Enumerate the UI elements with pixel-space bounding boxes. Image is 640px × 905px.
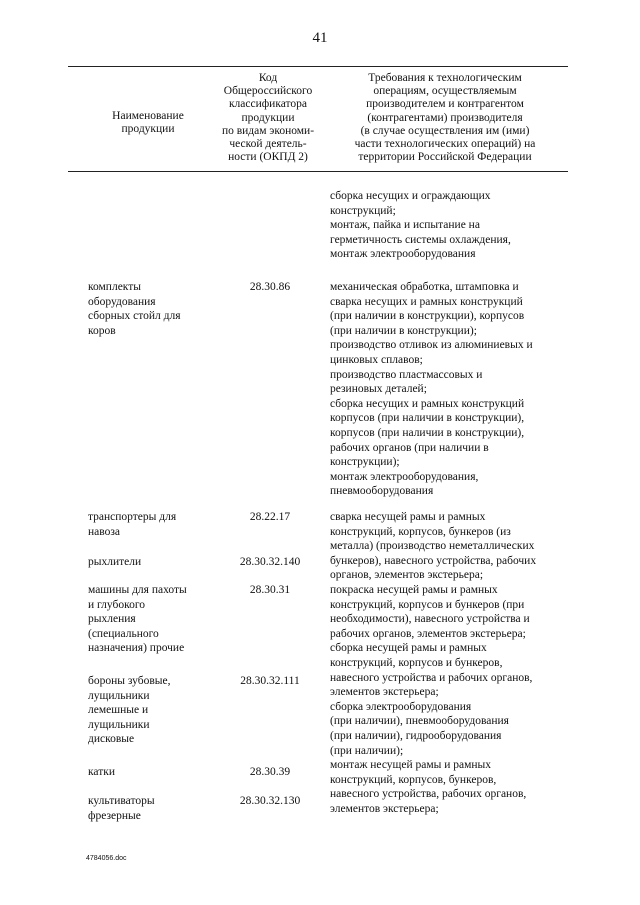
product-name-manure-conveyors (88, 510, 176, 539)
header-line: производителем и контрагентом (366, 98, 524, 111)
text-line: корпусов (при наличии в конструкции), (330, 412, 525, 425)
page-number: 41 (312, 30, 328, 46)
text-line: рабочих органов (при наличии в (330, 441, 489, 454)
header-requirements (330, 72, 560, 164)
text-line: лемешные и (88, 704, 149, 717)
text-line: металла) (производство неметаллических (330, 540, 535, 553)
header-line: операциям, осуществляемым (373, 85, 517, 98)
product-code: 28.30.31 (249, 584, 291, 596)
text-line: органов, элементов экстерьера; (330, 569, 484, 582)
text-line: оборудования (88, 295, 156, 308)
text-line: и глубокого (88, 598, 146, 611)
requirements-block-machinery (330, 510, 536, 816)
text-line: транспортеры для (88, 511, 177, 523)
text-line: необходимости), навесного устройства и (330, 613, 530, 626)
text-line: конструкций, корпусов, бункеров, (330, 773, 497, 786)
text-line: назначения) прочие (88, 642, 185, 655)
header-okpd-code (212, 72, 324, 164)
text-line: конструкций, корпусов и бункеров, (330, 656, 503, 669)
table-header-bottom-rule (68, 171, 568, 172)
requirements-block-stall-kits (330, 280, 533, 499)
header-line: продукции (121, 123, 175, 136)
text-line: катки (88, 766, 115, 778)
header-line: ности (ОКПД 2) (228, 151, 308, 164)
text-line: элементов экстерьера; (330, 802, 439, 815)
text-line: лущильники (88, 718, 150, 731)
product-name-plowing-machines (88, 583, 187, 656)
header-line: части технологических операций) на (354, 138, 536, 151)
text-line: дисковые (88, 733, 135, 746)
product-code: 28.30.32.140 (239, 556, 301, 568)
text-line: конструкций; (330, 204, 396, 217)
product-name-stall-kits (88, 280, 180, 338)
product-code: 28.30.39 (249, 766, 291, 778)
text-line: культиваторы (88, 795, 155, 807)
header-line: продукции (241, 111, 295, 124)
text-line: корпусов (при наличии в конструкции), (330, 426, 525, 439)
text-line: (при наличии), пневмооборудования (330, 715, 509, 728)
text-line: герметичность системы охлаждения, (330, 233, 511, 246)
text-line: коров (88, 324, 116, 337)
header-line: классификатора (228, 98, 308, 111)
text-line: цинковых сплавов; (330, 353, 423, 366)
product-code: 28.30.86 (249, 281, 291, 293)
text-line: навоза (88, 525, 121, 538)
product-name-rollers (88, 765, 115, 780)
text-line: производство пластмассовых и (330, 368, 483, 381)
text-line: монтаж электрооборудования, (330, 470, 479, 483)
text-line: монтаж, пайка и испытание на (330, 219, 480, 232)
text-line: сборка несущей рамы и рамных (330, 642, 487, 655)
header-line: по видам экономи- (221, 124, 315, 137)
text-line: навесного устройства и рабочих органов, (330, 671, 533, 684)
product-name-harrows (88, 674, 171, 747)
header-line: (контрагентами) производителя (367, 111, 523, 124)
header-line: Общероссийского (223, 85, 313, 98)
header-line: (в случае осуществления им (ими) (360, 124, 530, 137)
text-line: машины для пахоты (88, 584, 187, 596)
text-line: резиновых деталей; (330, 383, 427, 396)
header-line: Требования к технологическим (368, 72, 522, 84)
text-line: покраска несущей рамы и рамных (330, 583, 498, 596)
text-line: монтаж несущей рамы и рамных (330, 759, 492, 772)
text-line: лущильники (88, 689, 150, 702)
text-line: бункеров), навесного устройства, рабочих (330, 554, 537, 567)
text-line: сборных стойл для (88, 310, 181, 323)
text-line: фрезерные (88, 809, 141, 822)
text-line: пневмооборудования (330, 485, 434, 498)
text-line: сборка несущих и ограждающих (330, 190, 491, 202)
text-line: рыхлители (88, 556, 142, 568)
text-line: сборка электрооборудования (330, 700, 472, 713)
text-line: (при наличии), гидрооборудования (330, 729, 502, 742)
text-line: (специального (88, 627, 159, 640)
text-line: навесного устройства, рабочих органов, (330, 788, 527, 801)
header-line: территории Российской Федерации (358, 151, 532, 164)
product-code: 28.22.17 (249, 511, 291, 523)
table-top-rule (68, 66, 568, 67)
text-line: конструкции); (330, 456, 400, 469)
text-line: (при наличии в конструкции); (330, 324, 477, 337)
text-line: сварка несущей рамы и рамных (330, 511, 486, 523)
text-line: конструкций, корпусов, бункеров (из (330, 525, 511, 538)
text-line: производство отливок из алюминиевых и (330, 339, 533, 352)
product-code: 28.30.32.130 (239, 795, 301, 807)
text-line: конструкций, корпусов и бункеров (при (330, 598, 525, 611)
text-line: (при наличии); (330, 744, 404, 757)
text-line: комплекты (88, 281, 141, 293)
text-line: монтаж электрооборудования (330, 248, 476, 261)
text-line: бороны зубовые, (88, 675, 171, 687)
footer-filename: 4784056.doc (86, 855, 127, 862)
product-name-cultivators (88, 794, 155, 823)
product-code: 28.30.32.111 (240, 675, 300, 687)
header-line: Код (258, 72, 278, 84)
text-line: (при наличии в конструкции), корпусов (330, 310, 525, 323)
text-line: сборка несущих и рамных конструкций (330, 397, 525, 410)
header-product-name (68, 110, 228, 136)
text-line: рыхления (88, 613, 136, 626)
text-line: элементов экстерьера; (330, 686, 439, 699)
header-line: ческой деятель- (229, 138, 307, 151)
text-line: рабочих органов, элементов экстерьера; (330, 627, 526, 640)
text-line: механическая обработка, штамповка и (330, 281, 519, 293)
header-line: Наименование (112, 110, 184, 122)
text-line: сварка несущих и рамных конструкций (330, 295, 523, 308)
product-name-rippers (88, 555, 141, 570)
requirements-block-continued (330, 189, 511, 262)
